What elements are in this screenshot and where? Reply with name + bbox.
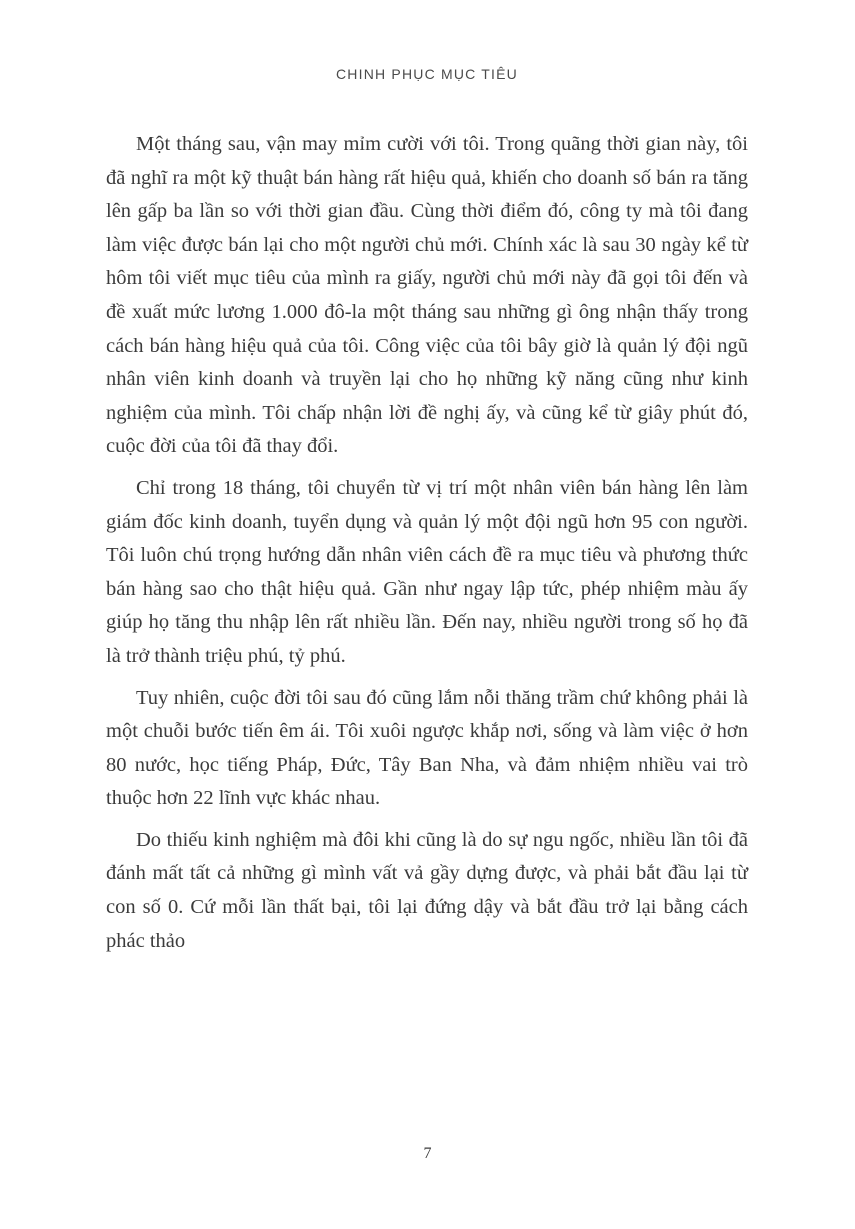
- running-header: CHINH PHỤC MỤC TIÊU: [336, 66, 518, 82]
- body-paragraph: Tuy nhiên, cuộc đời tôi sau đó cũng lắm nỗi thăng trầm chứ không phải là một chuỗi bước tiến êm ái. Tôi xuôi ngược khắp nơi, sống và làm việc ở hơn 80 nước, học tiếng Pháp, Đức, Tây Ban Nha, và đảm nhiệm nhiều vai trò thuộc hơn 22 lĩnh vực khác nhau.: [106, 686, 748, 810]
- body-paragraph: Một tháng sau, vận may mỉm cười với tôi. Trong quãng thời gian này, tôi đã nghĩ ra một kỹ thuật bán hàng rất hiệu quả, khiến cho doanh số bán ra tăng lên gấp ba lần so với thời gian đầu. Cùng thời điểm đó, công ty mà tôi đang làm việc được bán lại cho một người chủ mới. Chính xác là sau 30 ngày kể từ hôm tôi viết mục tiêu của mình ra giấy, người chủ mới này đã gọi tôi đến và đề xuất mức lương 1.000 đô-la một tháng sau những gì ông nhận thấy trong cách bán hàng hiệu quả của tôi. Công việc của tôi bây giờ là quản lý đội ngũ nhân viên kinh doanh và truyền lại cho họ những kỹ năng cũng như kinh nghiệm của mình. Tôi chấp nhận lời đề nghị ấy, và cũng kể từ giây phút đó, cuộc đời của tôi đã thay đổi.: [106, 133, 748, 458]
- body-paragraph: Chỉ trong 18 tháng, tôi chuyển từ vị trí một nhân viên bán hàng lên làm giám đốc kinh doanh, tuyển dụng và quản lý một đội ngũ hơn 95 con người. Tôi luôn chú trọng hướng dẫn nhân viên cách đề ra mục tiêu và phương thức bán hàng sao cho thật hiệu quả. Gần như ngay lập tức, phép nhiệm màu ấy giúp họ tăng thu nhập lên rất nhiều lần. Đến nay, nhiều người trong số họ đã là trở thành triệu phú, tỷ phú.: [106, 476, 748, 667]
- body-paragraph: Do thiếu kinh nghiệm mà đôi khi cũng là do sự ngu ngốc, nhiều lần tôi đã đánh mất tất cả những gì mình vất vả gầy dựng được, và phải bắt đầu lại từ con số 0. Cứ mỗi lần thất bại, tôi lại đứng dậy và bắt đầu trở lại bằng cách phác thảo: [106, 828, 748, 952]
- page-number: 7: [423, 1145, 432, 1162]
- page-body: [106, 128, 748, 958]
